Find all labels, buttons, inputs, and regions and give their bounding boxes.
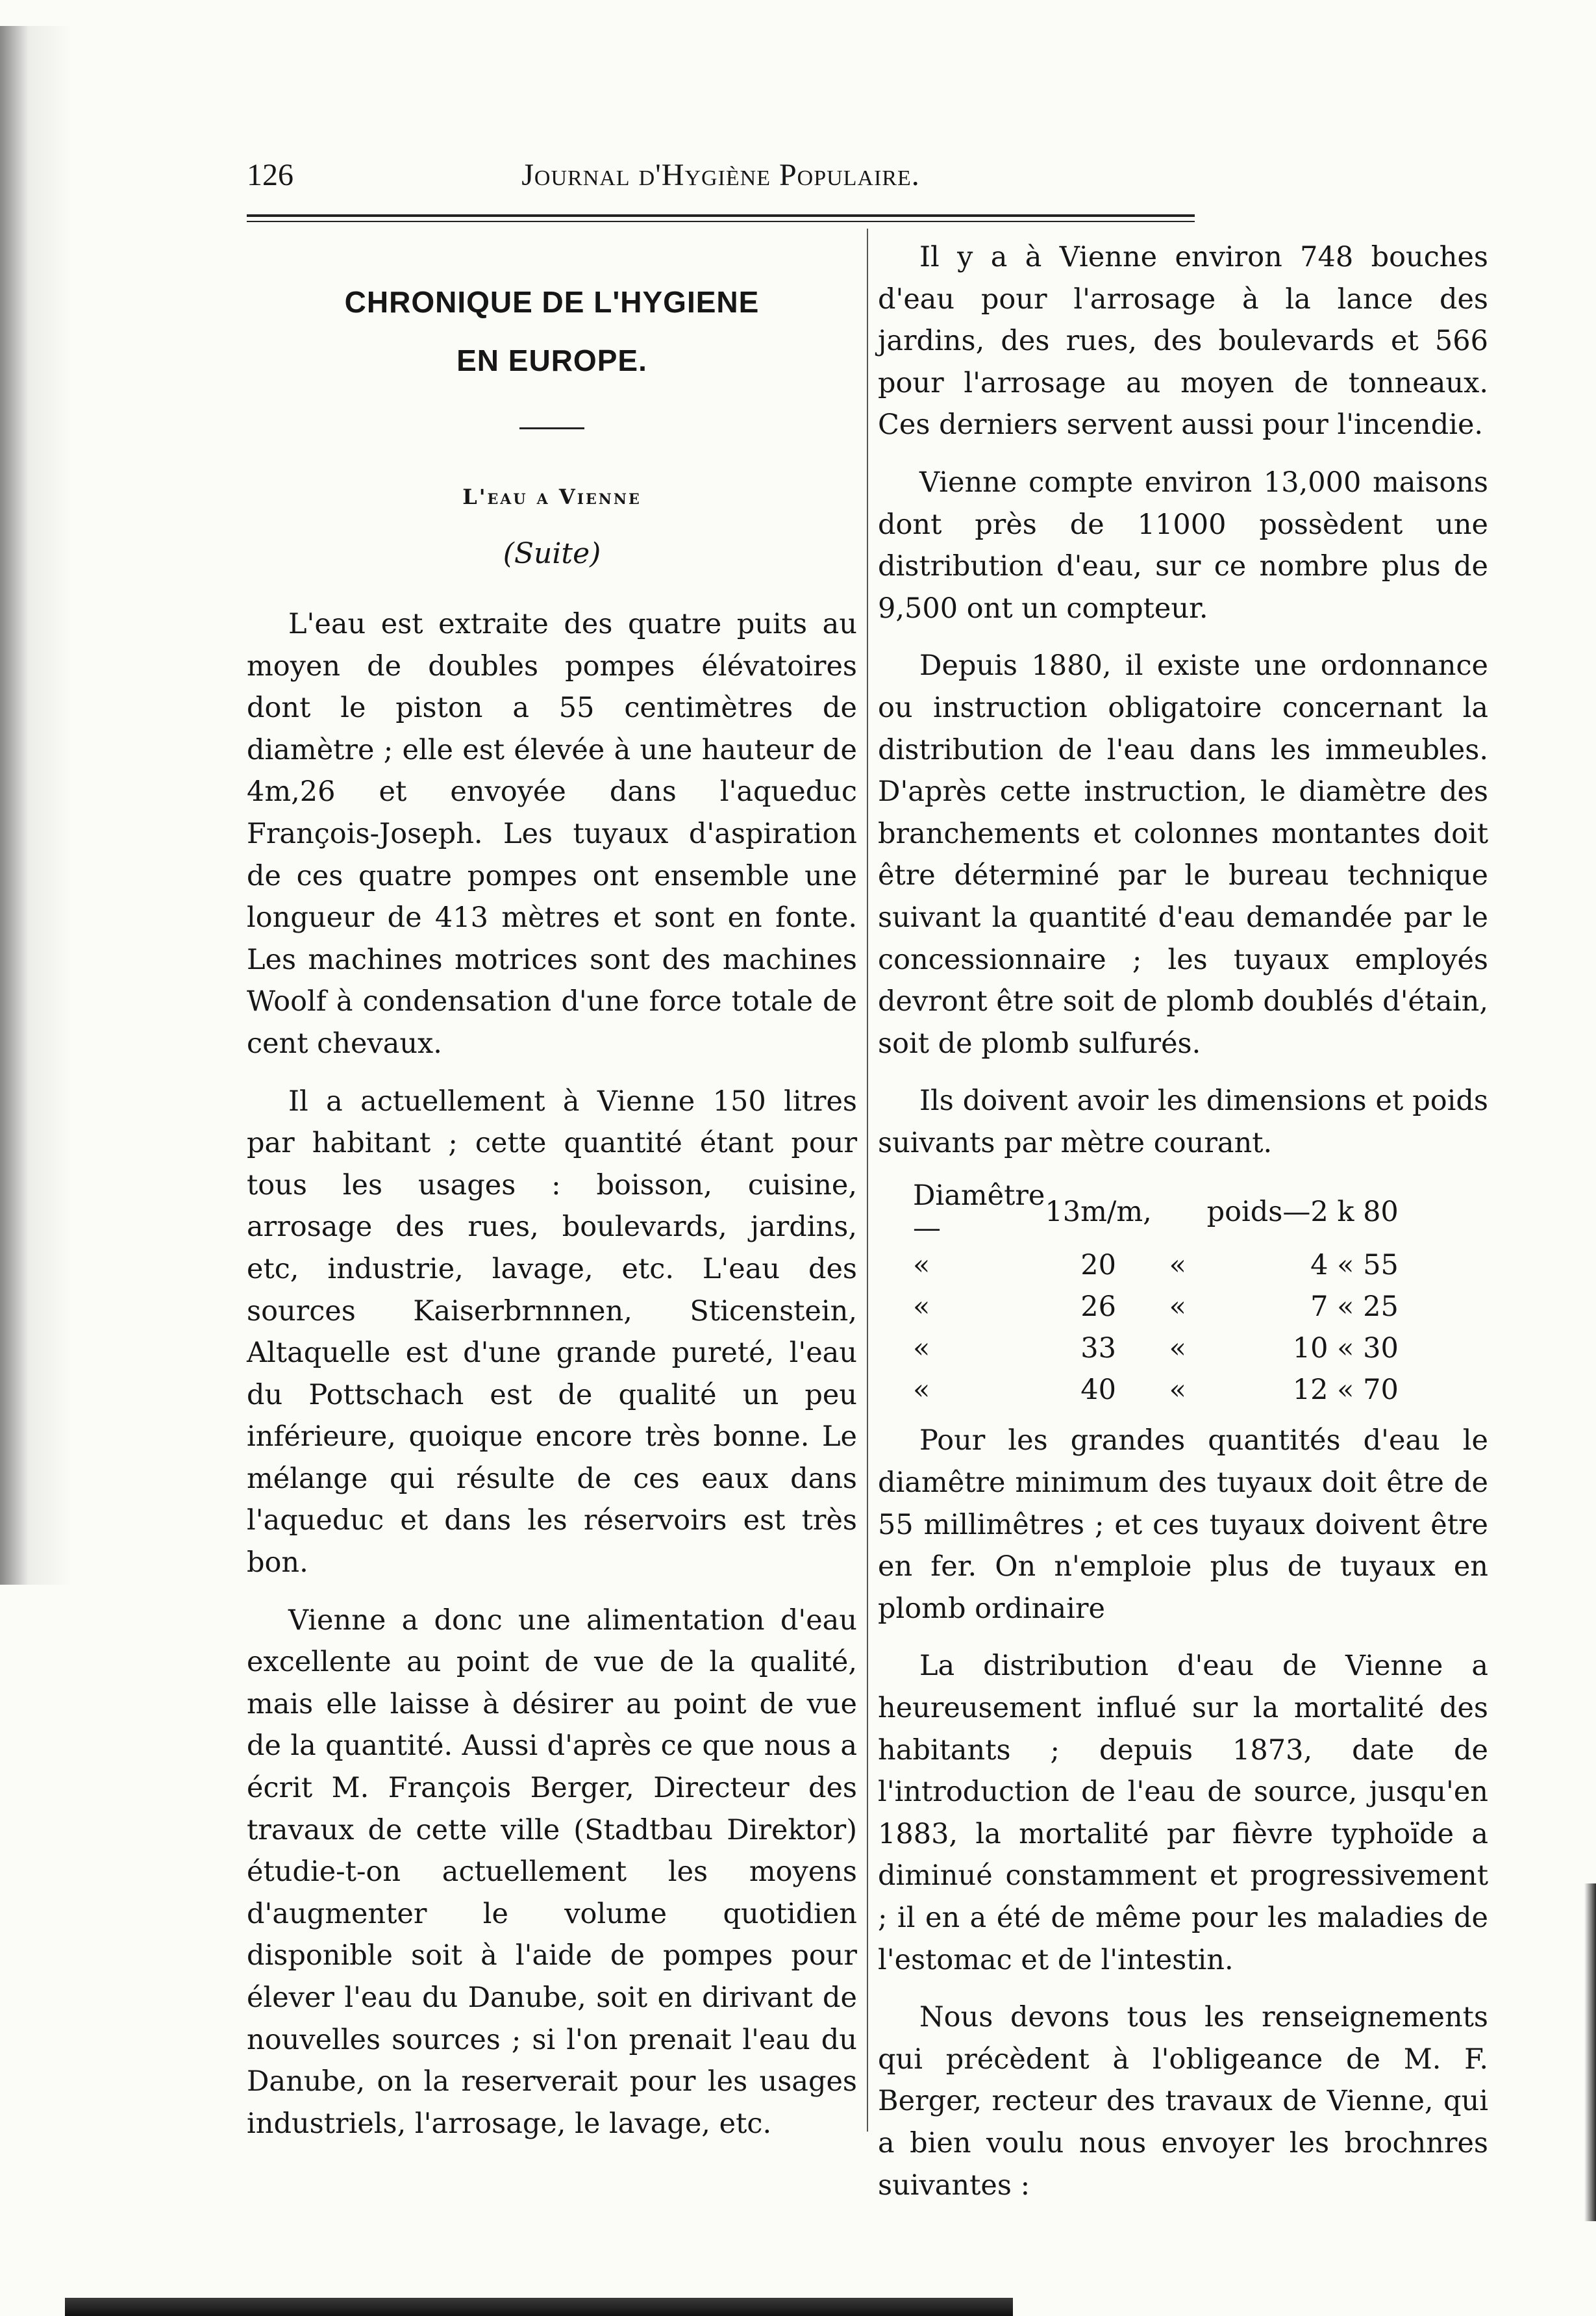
table-cell: 4 « 55: [1310, 1249, 1399, 1282]
paragraph: Ils doivent avoir les dimensions et poids suivants par mètre courant.: [878, 1085, 1488, 1159]
table-cell: «: [913, 1374, 930, 1407]
table-cell: «: [1169, 1374, 1186, 1407]
title-separator: [519, 427, 584, 429]
article-suite: (Suite): [503, 537, 601, 570]
paragraph: Pour les grandes quantités d'eau le diamêtre minimum des tuyaux doit être de 55 millimêtres ; et ces tuyaux doivent être en fer. On n'emploie plus de tuyaux en plomb ordinaire: [878, 1424, 1488, 1625]
article-title-line1: CHRONIQUE DE L'HYGIENE: [344, 285, 760, 319]
paragraph: Vienne compte environ 13,000 maisons dont près de 11000 possèdent une distribution d'eau, sur ce nombre plus de 9,500 ont un compteur.: [878, 466, 1488, 625]
header-rule: [247, 214, 1195, 217]
table-cell: «: [1169, 1332, 1186, 1365]
header-rule-thin: [247, 221, 1195, 222]
table-cell: «: [913, 1290, 930, 1324]
scan-bottom-bar: [65, 2298, 1013, 2316]
pipe-dimension-table: [913, 1179, 1399, 1411]
page-header: [247, 157, 1195, 196]
table-cell: 12 « 70: [1292, 1374, 1399, 1407]
paragraph: Il y a à Vienne environ 748 bouches d'eau pour l'arrosage à la lance des jardins, des rues, des boulevards et 566 pour l'arrosage au moyen de tonneaux. Ces derniers servent aussi pour l'incendie.: [878, 241, 1488, 442]
paragraph: Vienne a donc une alimentation d'eau excellente au point de vue de la qualité, mais elle laisse à désirer au point de vue de la quantité. Aussi d'après ce que nous a écrit M. François Berger, Directeur des travaux de cette ville (Stadtbau Direktor) étudie-t-on actuellement les moyens d'augmenter le volume quotidien disponible soit à l'aide de pompes pour élever l'eau du Danube, soit en dirivant de nouvelles sources ; si l'on prenait l'eau du Danube, on la reserverait pour les usages industriels, l'arrosage, le lavage, etc.: [247, 1604, 857, 2140]
table-cell: 10 « 30: [1292, 1332, 1399, 1365]
right-column: [878, 234, 1488, 2222]
running-title: Journal d'Hygiène Populaire.: [521, 158, 920, 192]
scan-edge-right-shadow: [1584, 1883, 1596, 2221]
article-title-line2: EN EUROPE.: [456, 344, 647, 377]
paragraph: Nous devons tous les renseignements qui précèdent à l'obligeance de M. F. Berger, recteur des travaux de Vienne, qui a bien voulu nous envoyer les brochnres suivantes :: [878, 2001, 1488, 2202]
table-cell: 33: [1080, 1332, 1116, 1365]
table-cell: «: [913, 1249, 930, 1282]
paragraph: L'eau est extraite des quatre puits au moyen de doubles pompes élévatoires dont le piston a 55 centimètres de diamètre ; elle est élevée à une hauteur de 4m,26 et envoyée dans l'aqueduc François-Joseph. Les tuyaux d'aspiration de ces quatre pompes ont ensemble une longueur de 413 mètres et sont en fonte. Les machines motrices sont des machines Woolf à condensation d'une force totale de cent chevaux.: [247, 608, 857, 1060]
table-cell: 26: [1080, 1290, 1116, 1324]
paragraph: Depuis 1880, il existe une ordonnance ou instruction obligatoire concernant la distribution de l'eau dans les immeubles. D'après cette instruction, le diamètre des branchements et colonnes montantes doit être déterminé par le bureau technique suivant la quantité d'eau demandée par le concessionnaire ; les tuyaux employés devront être soit de plomb doublés d'étain, soit de plomb sulfurés.: [878, 649, 1488, 1060]
table-row: [913, 1179, 1399, 1244]
paragraph: La distribution d'eau de Vienne a heureusement influé sur la mortalité des habitants ; depuis 1873, date de l'introduction de l'eau de source, jusqu'en 1883, la mortalité par fièvre typhoïde a diminué constamment et progressivement ; il en a été de même pour les maladies de l'estomac et de l'intestin.: [878, 1650, 1488, 1976]
table-cell: 40: [1080, 1374, 1116, 1407]
table-cell: «: [913, 1332, 930, 1365]
scan-edge-shadow: [0, 26, 71, 1585]
column-divider: [867, 229, 868, 2132]
table-cell: 20: [1080, 1249, 1116, 1282]
left-column: [247, 234, 857, 2160]
paragraph: Il a actuellement à Vienne 150 litres par habitant ; cette quantité étant pour tous les usages : boisson, cuisine, arrosage des rues, boulevards, jardins, etc, industrie, lavage, etc. L'eau des sources Kaiserbrnnnen, Sticenstein, Altaquelle est d'une grande pureté, l'eau du Pottschach est de qualité un peu inférieure, quoique encore très bonne. Le mélange qui résulte de ces eaux dans l'aqueduc et dans les réservoirs est très bon.: [247, 1085, 857, 1580]
table-row: [913, 1369, 1399, 1411]
page-number: 126: [247, 158, 293, 192]
table-cell: «: [1169, 1290, 1186, 1324]
table-cell: Diamêtre—: [913, 1179, 1045, 1245]
table-row: [913, 1286, 1399, 1328]
table-row: [913, 1328, 1399, 1369]
table-cell: poids—2 k 80: [1206, 1196, 1399, 1229]
table-cell: [1152, 1179, 1204, 1244]
article-subtitle: L'eau a Vienne: [462, 485, 642, 509]
table-row: [913, 1244, 1399, 1286]
table-cell: «: [1169, 1249, 1186, 1282]
table-cell: 13m/m,: [1045, 1196, 1152, 1229]
table-cell: 7 « 25: [1310, 1290, 1399, 1324]
